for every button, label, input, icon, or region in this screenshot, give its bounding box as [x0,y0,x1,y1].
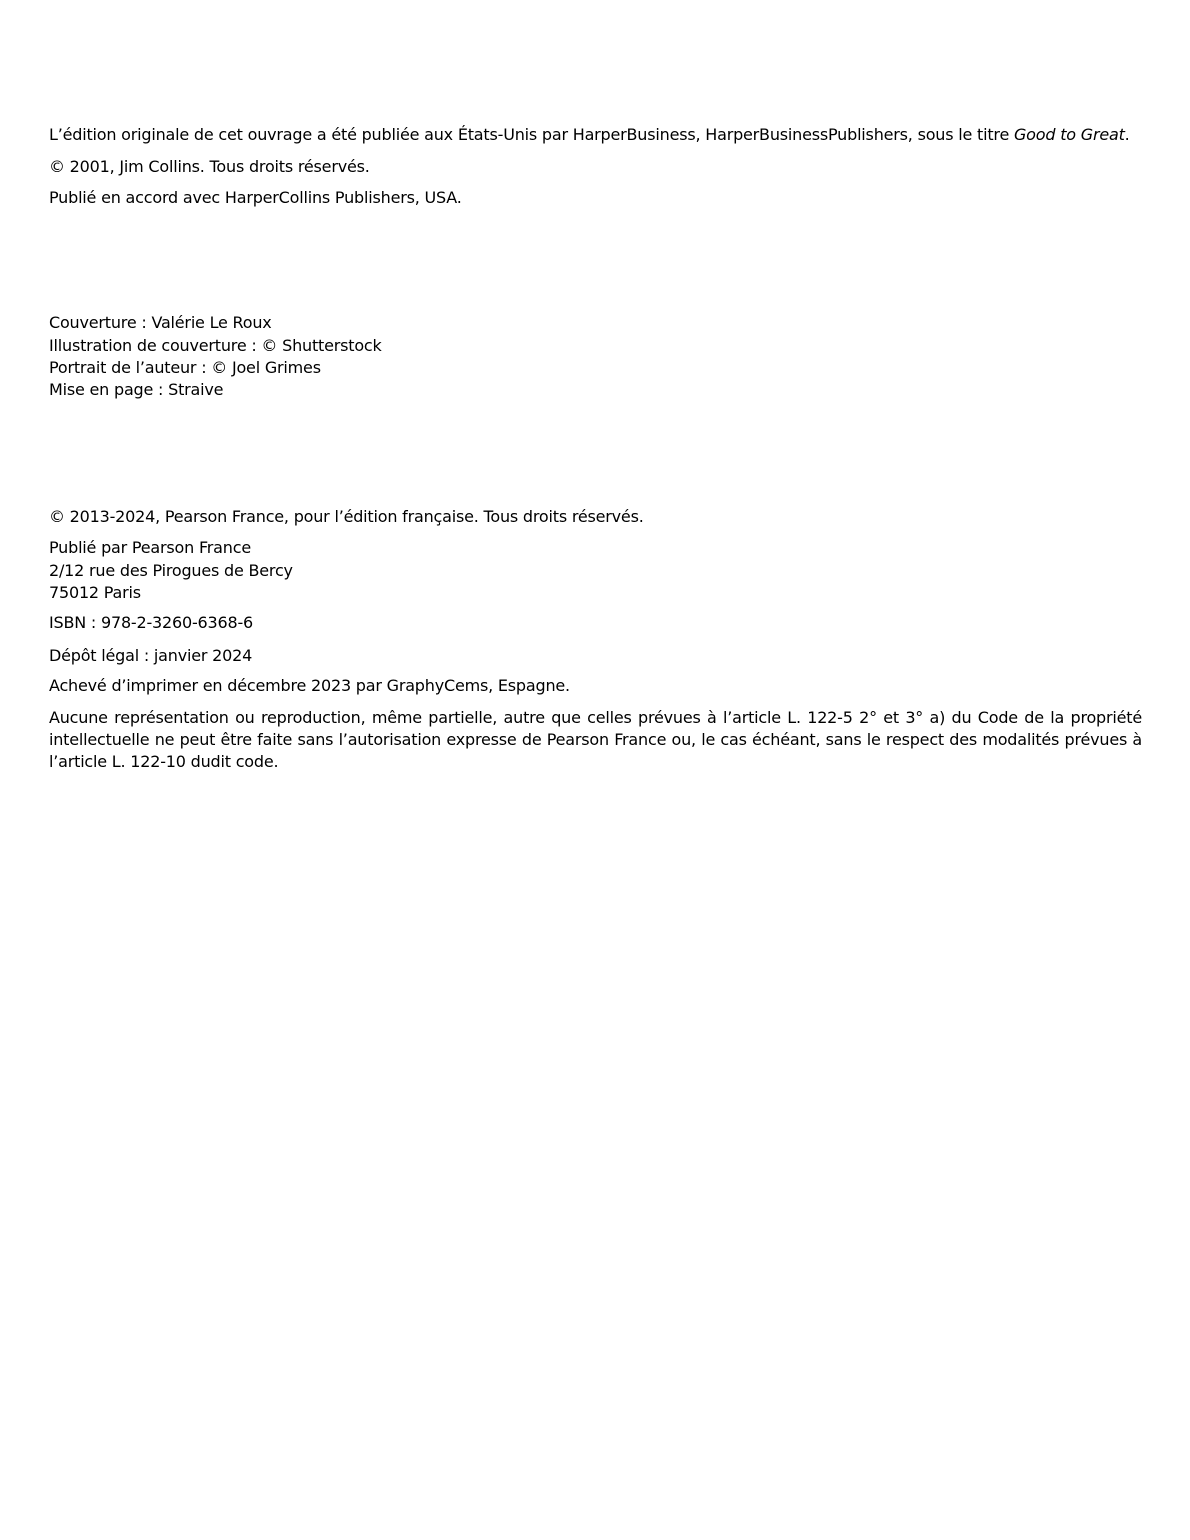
author-portrait-credit: Portrait de l’auteur : © Joel Grimes [49,358,321,377]
cover-credit: Couverture : Valérie Le Roux [49,313,272,332]
legal-deposit: Dépôt légal : janvier 2024 [49,646,253,665]
publisher-line: Publié par Pearson France [49,538,251,557]
original-title: Good to Great [1013,125,1125,144]
original-edition-line [49,124,1130,146]
french-edition-copyright: © 2013-2024, Pearson France, pour l’édition française. Tous droits réservés. [49,507,644,526]
original-copyright: © 2001, Jim Collins. Tous droits réservés. [49,157,370,176]
printing-notice: Achevé d’imprimer en décembre 2023 par GraphyCems, Espagne. [49,676,570,695]
original-edition-suffix: . [1124,125,1130,144]
original-edition-text: L’édition originale de cet ouvrage a été publiée aux États-Unis par HarperBusiness, HarperBusinessPublishers, sous le titre [49,125,1014,144]
layout-credit: Mise en page : Straive [49,380,224,399]
publishing-agreement: Publié en accord avec HarperCollins Publishers, USA. [49,188,462,207]
publisher-address-street: 2/12 rue des Pirogues de Bercy [49,561,293,580]
publisher-address-city: 75012 Paris [49,583,141,602]
cover-illustration-credit: Illustration de couverture : © Shutterstock [49,336,382,355]
isbn: ISBN : 978-2-3260-6368-6 [49,613,254,632]
legal-notice: Aucune représentation ou reproduction, même partielle, autre que celles prévues à l’article L. 122-5 2° et 3° a) du Code de la propriété intellectuelle ne peut être faite sans l’autorisation expresse de Pearson France ou, le cas échéant, sans le respect des modalités prévues à l’article L. 122-10 dudit code. [49,708,1142,771]
